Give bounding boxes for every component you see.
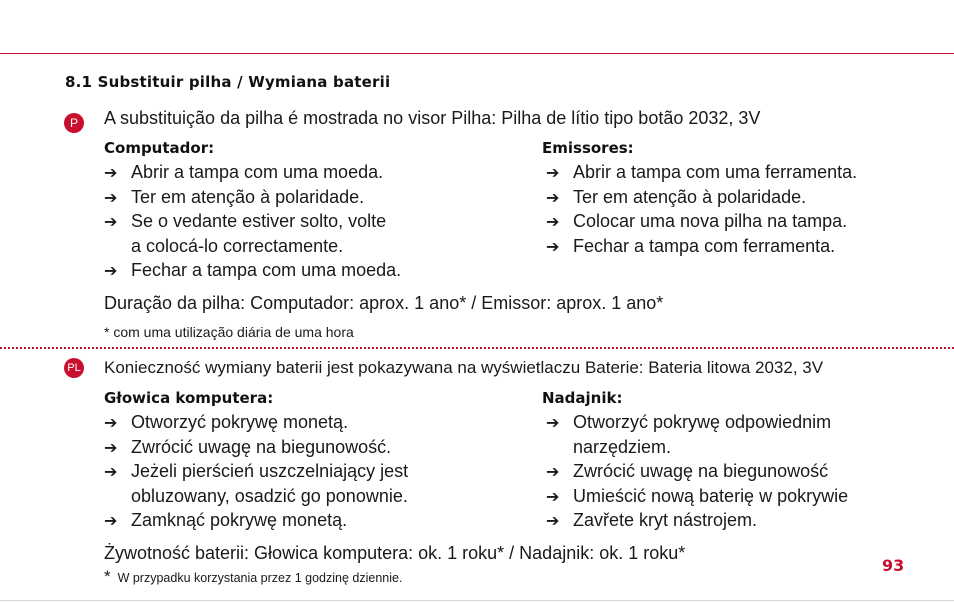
pt-transmitter-heading: Emissores: [542, 139, 634, 157]
pt-computer-step-1: ➔ Abrir a tampa com uma moeda. [104, 162, 384, 182]
page-number: 93 [882, 556, 905, 575]
arrow-right-icon: ➔ [104, 462, 118, 481]
pt-transmitter-step-1: ➔ Abrir a tampa com uma ferramenta. [546, 162, 858, 182]
pt-intro-text: A substituição da pilha é mostrada no visor Pilha: Pilha de lítio tipo botão 2032, 3V [104, 108, 761, 128]
pl-transmitter-step-1-continued: narzędziem. [573, 437, 672, 457]
pl-computer-step-2: ➔ Zwrócić uwagę na biegunowość. [104, 437, 392, 457]
arrow-right-icon: ➔ [104, 438, 118, 457]
arrow-right-icon: ➔ [104, 511, 118, 530]
pl-transmitter-step-2: ➔ Zwrócić uwagę na biegunowość [546, 461, 829, 481]
arrow-right-icon: ➔ [546, 462, 560, 481]
pl-computer-step-3-continued: obluzowany, osadzić go ponownie. [131, 486, 408, 506]
pl-computer-step-1: ➔ Otworzyć pokrywę monetą. [104, 412, 349, 432]
pt-battery-life: Duração da pilha: Computador: aprox. 1 ano* / Emissor: aprox. 1 ano* [104, 293, 664, 313]
arrow-right-icon: ➔ [546, 237, 560, 256]
pl-computer-step-3: ➔ Jeżeli pierścień uszczelniający jest [104, 461, 409, 481]
arrow-right-icon: ➔ [104, 212, 118, 231]
arrow-right-icon: ➔ [546, 212, 560, 231]
pl-transmitter-step-1: ➔ Otworzyć pokrywę odpowiednim [546, 412, 832, 432]
bottom-rule [0, 600, 954, 601]
pt-transmitter-step-4: ➔ Fechar a tampa com ferramenta. [546, 236, 836, 256]
language-badge-pl: PL [64, 358, 84, 378]
arrow-right-icon: ➔ [104, 413, 118, 432]
arrow-right-icon: ➔ [546, 413, 560, 432]
arrow-right-icon: ➔ [104, 261, 118, 280]
pl-footnote: * W przypadku korzystania przez 1 godzinę dziennie. [104, 567, 403, 586]
pl-transmitter-step-4: ➔ Zavřete kryt nástrojem. [546, 510, 758, 530]
pt-computer-step-4: ➔ Fechar a tampa com uma moeda. [104, 260, 402, 280]
section-title: 8.1 Substituir pilha / Wymiana baterii [65, 73, 391, 91]
pt-computer-step-3: ➔ Se o vedante estiver solto, volte [104, 211, 387, 231]
pl-battery-life: Żywotność baterii: Głowica komputera: ok. 1 roku* / Nadajnik: ok. 1 roku* [104, 543, 686, 563]
pl-transmitter-heading: Nadajnik: [542, 389, 623, 407]
pl-intro-text: Konieczność wymiany baterii jest pokazywana na wyświetlaczu Baterie: Bateria litowa 2032, 3V [104, 358, 824, 377]
arrow-right-icon: ➔ [546, 188, 560, 207]
section-divider [0, 347, 954, 349]
arrow-right-icon: ➔ [104, 163, 118, 182]
pt-computer-step-2: ➔ Ter em atenção à polaridade. [104, 187, 365, 207]
arrow-right-icon: ➔ [546, 487, 560, 506]
pl-transmitter-step-3: ➔ Umieścić nową baterię w pokrywie [546, 486, 849, 506]
arrow-right-icon: ➔ [104, 188, 118, 207]
top-rule [0, 53, 954, 54]
language-badge-pt: P [64, 113, 84, 133]
pt-computer-step-3-continued: a colocá-lo correctamente. [131, 236, 344, 256]
pt-computer-heading: Computador: [104, 139, 215, 157]
arrow-right-icon: ➔ [546, 163, 560, 182]
pl-computer-heading: Głowica komputera: [104, 389, 274, 407]
pt-footnote: * com uma utilização diária de uma hora [104, 324, 354, 340]
pl-computer-step-4: ➔ Zamknąć pokrywę monetą. [104, 510, 348, 530]
pt-transmitter-step-2: ➔ Ter em atenção à polaridade. [546, 187, 807, 207]
pt-transmitter-step-3: ➔ Colocar uma nova pilha na tampa. [546, 211, 848, 231]
arrow-right-icon: ➔ [546, 511, 560, 530]
